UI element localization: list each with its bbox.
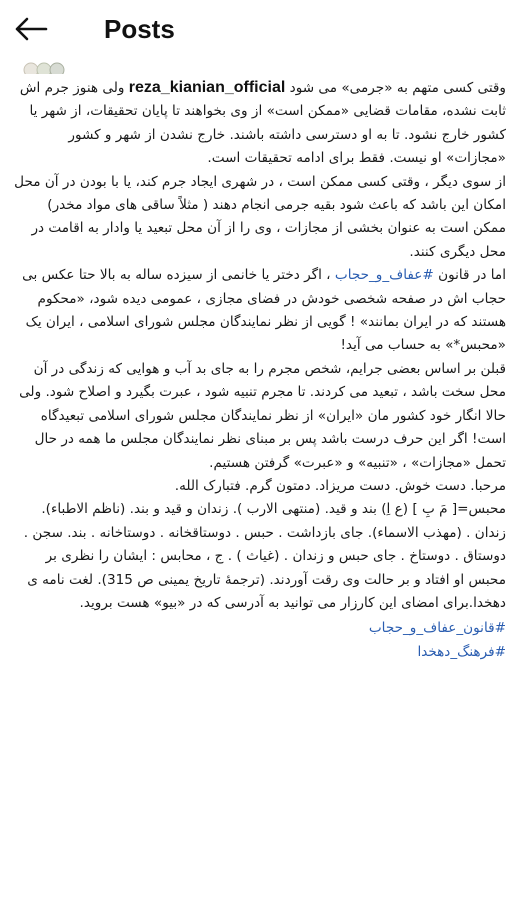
hashtag-link[interactable]: #فرهنگ_دهخدا <box>417 643 506 660</box>
post-caption <box>0 76 520 664</box>
top-bar <box>0 0 520 58</box>
post-text: ولی هنوز جرم اش ثابت نشده، مقامات قضایی «ممکن است» از وی بخواهند تا پایان تحقیقات، از شهر یا کشور خارج نشود. تا به او دسترسی داشته باشند. خارج نشدن از شهر و کشور «مجازات» او نیست. فقط برای ادامه تحقیقات است. <box>19 80 506 167</box>
arrow-left-icon <box>14 17 48 41</box>
caption-paragraph-3 <box>12 264 506 358</box>
post-text: وقتی کسی متهم به «جرمی» می شود <box>289 80 506 96</box>
hashtag-link[interactable]: #قانون_عفاف_و_حجاب <box>368 620 506 637</box>
caption-paragraph-1 <box>12 76 506 171</box>
caption-paragraph-2: از سوی دیگر ، وقتی کسی ممکن است ، در شهری ایجاد جرم کند، یا با بودن در آن محل امکان این باشد که باعث شود بقیه جرمی انجام دهند ( مثلاً ساقی های مواد مخدر) ممکن است به عنوان بخشی از مجازات ، وی را از آن محل تبعید یا وادار به اقامت در محل دیگری کنند. <box>14 173 506 260</box>
post-text: اما در قانون <box>433 267 506 284</box>
back-button[interactable] <box>14 9 54 49</box>
caption-paragraph-4: قبلن بر اساس بعضی جرایم، شخص مجرم را به جای بد آب و هوایی که زندگی در آن محل سخت باشد ، تبعید می کردند. تا مجرم تنبیه شود ، عبرت بگیرد و اصلاح شود. ولی حالا انگار خود کشور مان «ایران» از نظر نمایندگان مجلس شورای اسلامی تبعیدگاه است! اگر این حرف درست باشد پس بر مبنای نظر نمایندگان مجلس ما همه در حال تحمل «مجازات» ، «تنبیه» و «عبرت» گرفتن هستیم. <box>19 360 506 471</box>
hashtag-list <box>12 617 506 664</box>
caption-paragraph-6: محبس=[ مَ بِ ] (ع اِ) بند و قید. (منتهی الارب ). زندان و قید و بند. (ناظم الاطباء). زندان . (مهذب الاسماء). جای بازداشت . حبس . دوستاقخانه . دوستاخانه . بند. سجن . دوستاق . دوستاخ . جای حبس و زندان . (غیاث ) . ج ، محابس : ایشان را نظری بر محبس او افتاد و بر حالت وی رقت آوردند. (ترجمهٔ تاریخ یمینی ص 315). لغت نامه ی دهخدا.برای امضای این کارزار می توانید به آدرسی که در «بیو» هست بروید. <box>23 501 506 611</box>
post-username[interactable]: reza_kianian_official <box>128 79 286 96</box>
liked-by-avatars[interactable] <box>22 56 82 74</box>
caption-paragraph-5: مرحبا. دست خوش. دست مریزاد. دمتون گرم. فتبارک الله. <box>174 477 506 494</box>
inline-hashtag[interactable]: #عفاف_و_حجاب <box>334 267 434 284</box>
page-title: Posts <box>104 13 175 44</box>
post-text: ، اگر دختر یا خانمی از سیزده ساله به بالا حتا عکس بی حجاب اش در صفحه شخصی خودش در فضای مجازی ، عمومی دیده شود، «محکوم هستند که در ایران بمانند» ! گویی از نظر نمایندگان مجلس شورای اسلامی ، ایران یک «محبس*» به حساب می آید! <box>22 267 506 354</box>
